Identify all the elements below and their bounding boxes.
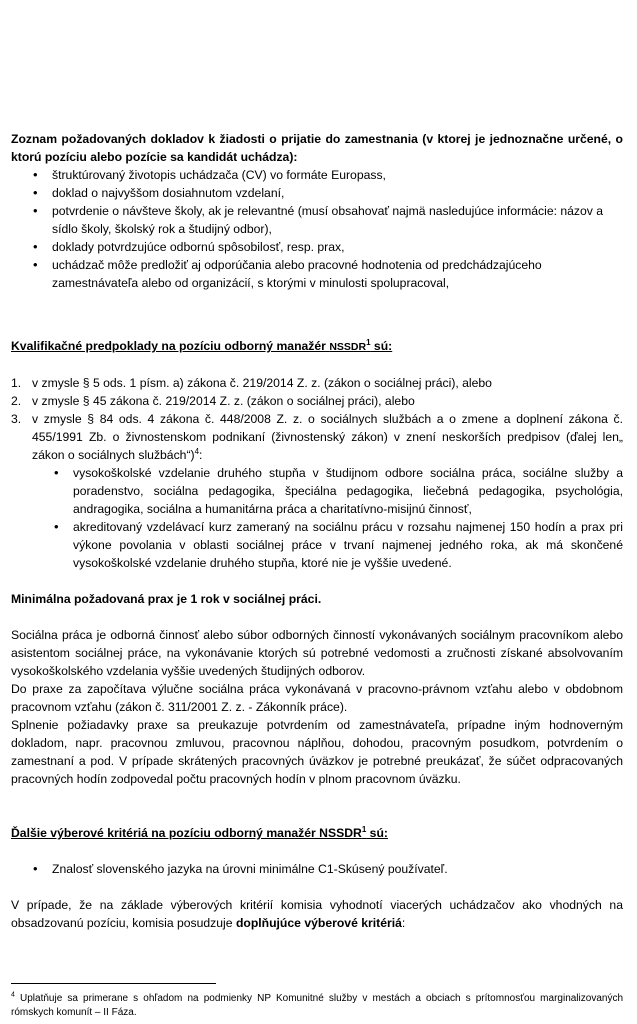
list-item-text: v zmysle § 45 zákona č. 219/2014 Z. z. (zákon o sociálnej práci), alebo: [32, 394, 415, 408]
footnote-area: [11, 983, 623, 1020]
additional-criteria-heading: [11, 824, 623, 842]
additional-criteria-heading-suffix: sú:: [366, 826, 388, 840]
list-number: 2.: [11, 394, 22, 408]
practice-counting-paragraph: Do praxe za započítava výlučne sociálna práca vykonávaná v pracovno-právnom vzťahu alebo v obdobnom pracovnom vzťahu (zákon č. 311/2001 Z. z. - Zákonník práce).: [11, 682, 623, 714]
list-item: • doklady potvrdzujúce odbornú spôsobilosť, resp. prax,: [11, 238, 623, 256]
footnote-ref[interactable]: 4: [194, 446, 200, 456]
qualification-list: [11, 374, 623, 572]
footnote-number: 4: [11, 991, 15, 999]
qualification-heading-suffix: sú:: [370, 339, 393, 353]
sublist-item: [32, 464, 623, 518]
required-documents-heading: Zoznam požadovaných dokladov k žiadosti o prijatie do zamestnania (v ktorej je jednoznačne určené, o ktorú pozíciu alebo pozície sa kandidát uchádza):: [11, 132, 623, 164]
list-item: • štruktúrovaný životopis uchádzača (CV) vo formáte Europass,: [11, 166, 623, 184]
footnote-ref[interactable]: 1: [361, 824, 367, 834]
list-item: • potvrdenie o návšteve školy, ak je relevantné (musí obsahovať najmä nasledujúce informácie: názov a sídlo školy, školský rok a študijný odbor),: [11, 202, 623, 238]
additional-criteria-heading-text: Ďalšie výberové kritériá na pozíciu odborný manažér NSSDR: [11, 826, 362, 840]
closing-suffix: :: [401, 916, 406, 930]
sublist-item: [32, 518, 623, 572]
footnote-divider: [11, 983, 216, 984]
qualification-sublist: [32, 464, 623, 572]
list-item: • uchádzač môže predložiť aj odporúčania alebo pracovné hodnotenia od predchádzajúceho zamestnávateľa alebo od organizácií, s ktorými v minulosti spolupracoval,: [11, 256, 623, 292]
footnote-body: Uplatňuje sa primerane s ohľadom na podmienky NP Komunitné služby v mestách a obciach s prítomnosťou marginalizovaných rómskych komunít – II Fáza.: [11, 993, 623, 1018]
additional-criteria-list: [11, 860, 623, 878]
closing-text: V prípade, že na základe výberových kritérií komisia vyhodnotí viacerých uchádzačov ako vhodných na obsadzovanú pozíciu, komisia posudzuje: [11, 898, 623, 930]
footnote-ref[interactable]: 1: [366, 337, 371, 347]
sublist-item-text: • akreditovaný vzdelávací kurz zameraný na sociálnu prácu v rozsahu najmenej 150 hodín a prax pri výkone povolania v oblasti sociálnej práce v trvaní najmenej jedného roka, ak má skončené vysokoškolské vzdelanie druhého stupňa, ktoré nie je vyššie uvedené.: [73, 520, 623, 570]
required-documents-list: [11, 166, 623, 292]
closing-bold-text: doplňujúce výberové kritériá: [235, 916, 402, 930]
list-item: [11, 392, 623, 410]
list-item-text: v zmysle § 5 ods. 1 písm. a) zákona č. 219/2014 Z. z. (zákon o sociálnej práci), alebo: [32, 376, 492, 390]
footnote-text: [11, 992, 623, 1020]
sublist-item-text: • vysokoškolské vzdelanie druhého stupňa v študijnom odbore sociálna práca, sociálne služby a poradenstvo, sociálna pedagogika, špeciálna pedagogika, liečebná pedagogika, psychológia, andragogika, sociálna a humanitárna práca a charitatívno-misijnú činnosť,: [73, 466, 623, 516]
practice-proof-paragraph: Splnenie požiadavky praxe sa preukazuje potvrdením od zamestnávateľa, prípadne iným hodnoverným dokladom, napr. pracovnou zmluvou, pracovnou náplňou, dohodou, pracovným posudkom, potvrdením o zamestnaní a pod. V prípade skrátených pracovných úväzkov je potrebné preukázať, že súčet odpracovaných pracovných hodín zodpovedal počtu pracovných hodín v plnom pracovnom úväzku.: [11, 718, 623, 786]
minimum-practice-heading: Minimálna požadovaná prax je 1 rok v sociálnej práci.: [11, 592, 322, 606]
list-item: • Znalosť slovenského jazyka na úrovni minimálne C1-Skúsený používateľ.: [11, 860, 623, 878]
list-number: 1.: [11, 376, 22, 390]
list-number: 3.: [11, 412, 22, 426]
closing-paragraph: [11, 896, 623, 932]
list-item: [11, 410, 623, 572]
document-body: [11, 130, 623, 932]
qualification-heading: [11, 337, 623, 356]
list-item: [11, 374, 623, 392]
list-item-suffix: :: [199, 448, 203, 462]
qualification-heading-text: Kvalifikačné predpoklady na pozíciu odborný manažér: [11, 339, 326, 353]
social-work-paragraph: Sociálna práca je odborná činnosť alebo súbor odborných činností vykonávaných sociálnym pracovníkom alebo asistentom sociálnej práce, na vykonávanie ktorých sú potrebné vedomosti a zručnosti získané absolvovaním vysokoškolského vzdelania vyššie uvedených študijných odborov.: [11, 628, 623, 678]
list-item-text: v zmysle § 84 ods. 4 zákona č. 448/2008 Z. z. o sociálnych službách a o zmene a doplnení zákona č. 455/1991 Zb. o živnostenskom podnikaní (živnostenský zákon) v znení neskorších predpisov (ďalej len„ zákon o sociálnych službách“): [32, 412, 623, 462]
qualification-heading-abbr: NSSDR: [329, 341, 367, 353]
list-item: • doklad o najvyššom dosiahnutom vzdelaní,: [11, 184, 623, 202]
